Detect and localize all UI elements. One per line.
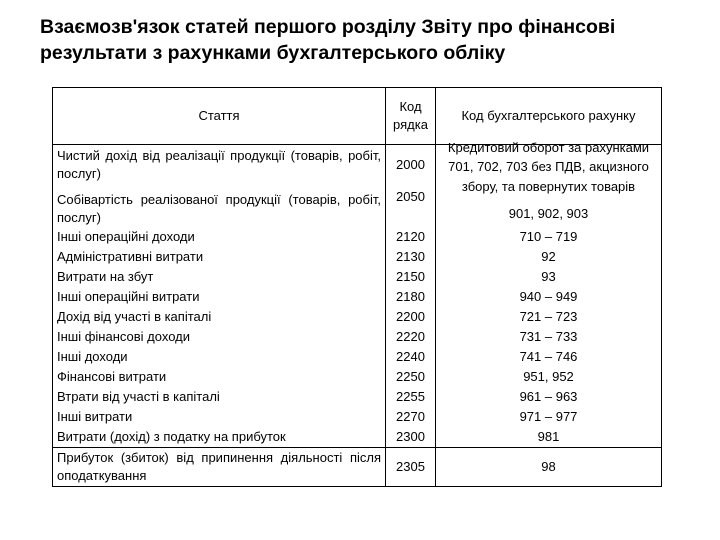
row-code: 2300 bbox=[386, 427, 436, 448]
row-code: 2220 bbox=[386, 327, 436, 347]
row-account: 901, 902, 903 bbox=[436, 185, 662, 227]
row-account: 731 – 733 bbox=[436, 327, 662, 347]
table-row bbox=[53, 427, 662, 448]
row-account: 951, 952 bbox=[436, 367, 662, 387]
table-row bbox=[53, 287, 662, 307]
row-account-text: Кредитовий оборот за рахунками 701, 702, 703 без ПДВ, акцизного збору, та повернутих товарів bbox=[447, 139, 650, 194]
table-row bbox=[53, 307, 662, 327]
row-article: Фінансові витрати bbox=[53, 367, 386, 387]
row-code: 2180 bbox=[386, 287, 436, 307]
accounts-table bbox=[52, 87, 662, 487]
row-account: 721 – 723 bbox=[436, 307, 662, 327]
table-row bbox=[53, 387, 662, 407]
row-code: 2200 bbox=[386, 307, 436, 327]
row-code: 2305 bbox=[386, 448, 436, 487]
row-article: Витрати (дохід) з податку на прибуток bbox=[53, 427, 386, 448]
header-code bbox=[386, 88, 436, 145]
row-account: 940 – 949 bbox=[436, 287, 662, 307]
row-code: 2270 bbox=[386, 407, 436, 427]
table-header-row bbox=[53, 88, 662, 145]
row-account: 98 bbox=[436, 448, 662, 487]
table-row bbox=[53, 407, 662, 427]
row-code: 2050 bbox=[386, 185, 436, 227]
row-account: 961 – 963 bbox=[436, 387, 662, 407]
row-article: Чистий дохід від реалізації продукції (товарів, робіт, послуг) bbox=[53, 145, 386, 186]
row-account: 92 bbox=[436, 247, 662, 267]
page-title: Взаємозв'язок статей першого розділу Звіту про фінансові результати з рахунками бухгалтерського обліку bbox=[40, 16, 616, 64]
row-code: 2240 bbox=[386, 347, 436, 367]
header-article: Стаття bbox=[53, 88, 386, 145]
table-row bbox=[53, 267, 662, 287]
row-article: Дохід від участі в капіталі bbox=[53, 307, 386, 327]
row-code: 2120 bbox=[386, 227, 436, 247]
row-account: 971 – 977 bbox=[436, 407, 662, 427]
row-article: Адміністративні витрати bbox=[53, 247, 386, 267]
row-code: 2255 bbox=[386, 387, 436, 407]
row-code: 2000 bbox=[386, 145, 436, 186]
row-account: 93 bbox=[436, 267, 662, 287]
table-row bbox=[53, 247, 662, 267]
row-article: Витрати на збут bbox=[53, 267, 386, 287]
table-row bbox=[53, 327, 662, 347]
row-article: Інші фінансові доходи bbox=[53, 327, 386, 347]
row-account: 710 – 719 bbox=[436, 227, 662, 247]
header-code-line1: Код bbox=[399, 99, 422, 114]
row-account bbox=[436, 139, 662, 194]
row-article: Інші операційні витрати bbox=[53, 287, 386, 307]
header-account: Код бухгалтерського рахунку bbox=[436, 88, 662, 145]
table-row bbox=[53, 448, 662, 487]
row-article: Інші операційні доходи bbox=[53, 227, 386, 247]
row-article: Втрати від участі в капіталі bbox=[53, 387, 386, 407]
row-account: 741 – 746 bbox=[436, 347, 662, 367]
row-article: Прибуток (збиток) від припинення діяльності після оподаткування bbox=[53, 448, 386, 487]
table-row bbox=[53, 367, 662, 387]
table-row bbox=[53, 145, 662, 186]
row-code: 2150 bbox=[386, 267, 436, 287]
table-row bbox=[53, 347, 662, 367]
row-article: Собівартість реалізованої продукції (товарів, робіт, послуг) bbox=[53, 185, 386, 227]
header-code-line2: рядка bbox=[393, 117, 428, 132]
row-code: 2130 bbox=[386, 247, 436, 267]
row-article: Інші витрати bbox=[53, 407, 386, 427]
row-code: 2250 bbox=[386, 367, 436, 387]
row-account: 981 bbox=[436, 427, 662, 448]
table-row bbox=[53, 227, 662, 247]
row-article: Інші доходи bbox=[53, 347, 386, 367]
